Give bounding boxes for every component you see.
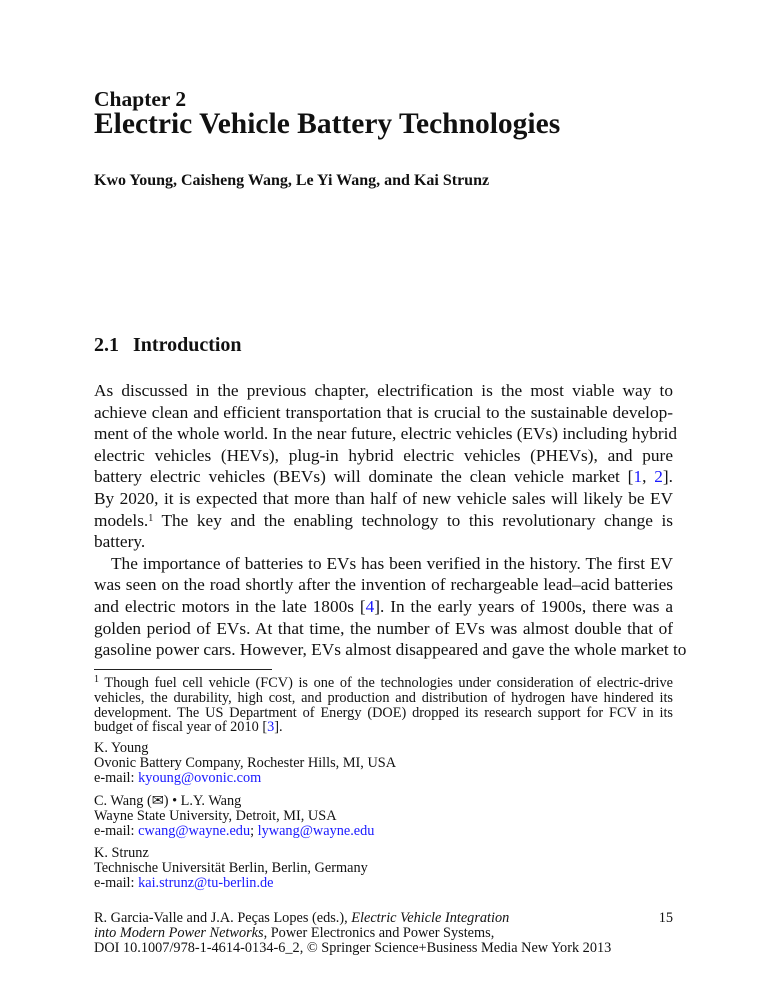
- section-heading: [94, 334, 242, 357]
- text-segment: was seen on the road shortly after the invention of rechargeable lead–acid batteries: [94, 575, 673, 595]
- affiliation-org: Technische Universität Berlin, Berlin, Germany: [94, 860, 368, 876]
- citation-link[interactable]: 3: [267, 719, 275, 736]
- text-line: [94, 706, 673, 721]
- text-segment: gasoline power cars. However, EVs almost disappeared and gave the whole market to: [94, 640, 687, 660]
- text-segment: budget of fiscal year of 2010 [: [94, 719, 268, 736]
- text-line: [94, 720, 673, 735]
- body-text: [94, 380, 687, 661]
- text-line: [94, 402, 673, 424]
- citation-link[interactable]: 1: [633, 467, 643, 487]
- citation-link[interactable]: 4: [365, 596, 375, 616]
- affiliation-name: K. Young: [94, 740, 149, 756]
- footer-book-title: Electric Vehicle Integration: [351, 910, 510, 926]
- text-segment: battery.: [94, 532, 146, 552]
- footnote-marker: 1: [148, 512, 154, 524]
- text-segment: ].: [274, 719, 283, 736]
- email-link[interactable]: cwang@wayne.edu: [138, 823, 251, 839]
- text-line: [94, 423, 678, 445]
- footer-book-title-cont: into Modern Power Networks: [94, 925, 264, 941]
- footnote-rule: [94, 669, 272, 670]
- email-link[interactable]: lywang@wayne.edu: [257, 823, 375, 839]
- text-line: [94, 510, 673, 532]
- text-segment: vehicles, the durability, high cost, and production and distribution of hydrogen have hindered its: [94, 689, 673, 706]
- text-line: [94, 553, 673, 575]
- text-line: [94, 488, 673, 510]
- affiliation-young: [94, 741, 396, 786]
- footer-series: , Power Electronics and Power Systems,: [263, 925, 495, 941]
- text-segment: ]. In the early years of 1900s, there was a: [374, 596, 674, 616]
- affiliation-name: K. Strunz: [94, 845, 149, 861]
- text-line: [94, 596, 673, 618]
- text-segment: achieve clean and efficient transportation that is crucial to the sustainable develop-: [94, 402, 673, 422]
- footnote: [94, 676, 673, 735]
- text-segment: The key and the enabling technology to this revolutionary change is: [153, 510, 673, 530]
- text-segment: ].: [662, 467, 673, 487]
- email-link[interactable]: kyoung@ovonic.com: [138, 770, 262, 786]
- email-label: e-mail:: [94, 770, 139, 786]
- footer-doi: DOI 10.1007/978-1-4614-0134-6_2, © Springer Science+Business Media New York 2013: [94, 940, 612, 956]
- affiliation-org: Wayne State University, Detroit, MI, USA: [94, 808, 337, 824]
- text-segment: electric vehicles (HEVs), plug-in hybrid electric vehicles (PHEVs), and pure: [94, 445, 673, 465]
- text-segment: ment of the whole world. In the near future, electric vehicles (EVs) including hybrid: [94, 424, 678, 444]
- affiliation-wang: C. Wang (✉) • L.Y. Wang Wayne State University, Detroit, MI, USA e-mail: cwang@wayne.edu; lywang@wayne.edu: [94, 793, 375, 839]
- text-segment: By 2020, it is expected that more than half of new vehicle sales will likely be EV: [94, 488, 673, 508]
- page-number: 15: [658, 910, 673, 926]
- text-line: [94, 466, 673, 488]
- footer-editors: R. Garcia-Valle and J.A. Peças Lopes (eds.),: [94, 910, 352, 926]
- email-label: e-mail:: [94, 823, 139, 839]
- text-line: [94, 380, 673, 402]
- footnote-marker: 1: [94, 674, 99, 685]
- chapter-label: Chapter 2: [94, 87, 187, 111]
- text-segment: development. The US Department of Energy (DOE) dropped its research support for FCV in its: [94, 704, 673, 721]
- text-segment: ,: [642, 467, 655, 487]
- text-segment: models.: [94, 510, 149, 530]
- citation-footer: [94, 911, 673, 956]
- text-line: [94, 676, 673, 691]
- section-number: 2.1: [94, 334, 119, 356]
- text-segment: golden period of EVs. At that time, the number of EVs was almost double that of: [94, 618, 673, 638]
- email-link[interactable]: kai.strunz@tu-berlin.de: [138, 875, 274, 891]
- text-line: [94, 531, 673, 553]
- text-line: [94, 639, 687, 661]
- authors: Kwo Young, Caisheng Wang, Le Yi Wang, and Kai Strunz: [94, 172, 490, 189]
- text-segment: and electric motors in the late 1800s [: [94, 596, 366, 616]
- text-segment: The importance of batteries to EVs has been verified in the history. The first EV: [111, 553, 673, 573]
- affiliation-strunz: [94, 846, 368, 891]
- chapter-title: Electric Vehicle Battery Technologies: [94, 108, 561, 140]
- text-segment: battery electric vehicles (BEVs) will dominate the clean vehicle market [: [94, 467, 634, 487]
- email-label: e-mail:: [94, 875, 139, 891]
- citation-link[interactable]: 2: [654, 467, 663, 487]
- section-title: Introduction: [133, 334, 242, 356]
- text-line: [94, 445, 673, 467]
- affiliation-name: C. Wang (✉) • L.Y. Wang: [94, 793, 242, 809]
- text-segment: As discussed in the previous chapter, electrification is the most viable way to: [94, 381, 673, 400]
- text-line: [94, 691, 673, 706]
- affiliation-org: Ovonic Battery Company, Rochester Hills, MI, USA: [94, 755, 397, 771]
- text-line: [94, 618, 673, 640]
- text-line: [94, 574, 673, 596]
- text-segment: Though fuel cell vehicle (FCV) is one of the technologies under consideration of electric-drive: [99, 675, 673, 691]
